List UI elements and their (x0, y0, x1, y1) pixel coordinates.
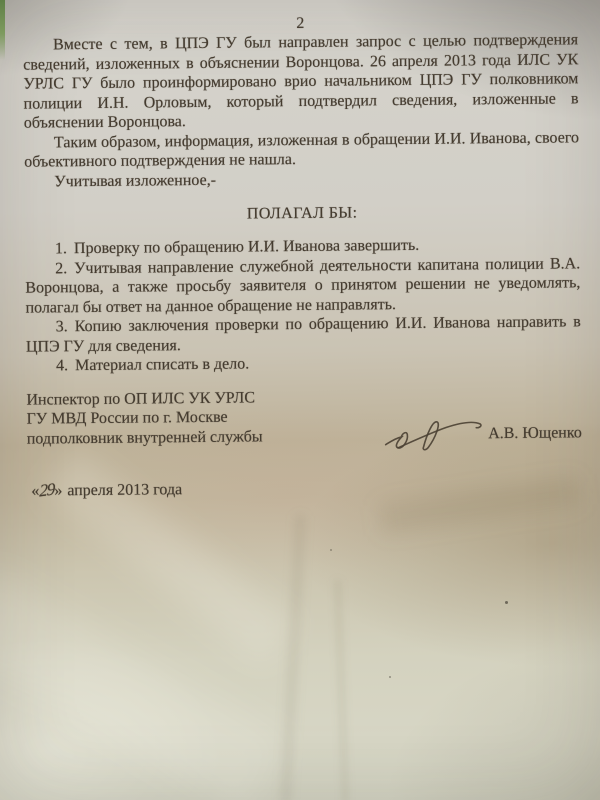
handwritten-day: 29 (39, 478, 55, 501)
list-item-number: 4. (56, 357, 69, 375)
signatory-position (26, 388, 262, 460)
list-item (26, 312, 581, 356)
paper-highlight (0, 571, 288, 800)
resolution-heading: ПОЛАГАЛ БЫ: (246, 204, 358, 223)
signatory-name: А.В. Ющенко (488, 423, 582, 442)
date-text: апреля 2013 года (67, 480, 183, 499)
paper-crease (280, 515, 305, 800)
page-number: 2 (296, 14, 305, 33)
paper-crease (334, 580, 349, 800)
list-item-number: 3. (55, 318, 68, 336)
position-line: подполковник внутренней службы (26, 427, 263, 448)
position-line: Инспектор по ОП ИЛС УК УРЛС (26, 388, 256, 409)
paragraph-3: Учитывая изложенное,- (54, 171, 217, 190)
list-item-text: Материал списать в дело. (75, 355, 250, 375)
list-item-number: 2. (55, 259, 68, 277)
signature-block (26, 385, 582, 460)
paragraph-2: Таким образом, информация, изложенная в обращении И.И. Иванова, своего объективного подтверждения не нашла. (24, 128, 580, 171)
paragraph-1: Вместе с тем, в ЦПЭ ГУ был направлен запрос с целью подтверждения сведений, изложенных в объяснении Воронцова. 26 апреля 2013 года ИЛС УК УРЛС ГУ было проинформировано врио начальником ЦПЭ ГУ полковником полиции И.Н. Орловым, который подтвердил сведения, изложенные в объяснении Воронцова. (23, 31, 579, 132)
list-item (26, 351, 581, 376)
list-item-number: 1. (54, 240, 68, 258)
paper-speck (505, 601, 508, 604)
open-quote: « (31, 482, 40, 500)
close-quote: » (54, 481, 63, 499)
list-item-text: Копию заключения проверки по обращению И.И. Иванова направить в ЦПЭ ГУ для сведения. (25, 313, 581, 356)
signature-area (382, 411, 582, 457)
paper-speck (389, 676, 391, 678)
list-item (25, 254, 581, 318)
date-line (31, 475, 582, 500)
list-item-text: Проверку по обращению И.И. Иванова завершить. (73, 236, 420, 258)
list-item-text: Учитывая направление служебной деятельности капитана полиции В.А. Воронцова, а также просьбу заявителя о принятом решении не уведомлять, полагал бы ответ на данное обращение не направлять. (25, 254, 581, 317)
paper-speck (330, 549, 332, 551)
position-line: ГУ МВД России по г. Москве (26, 408, 228, 428)
handwritten-signature-icon (382, 412, 486, 457)
